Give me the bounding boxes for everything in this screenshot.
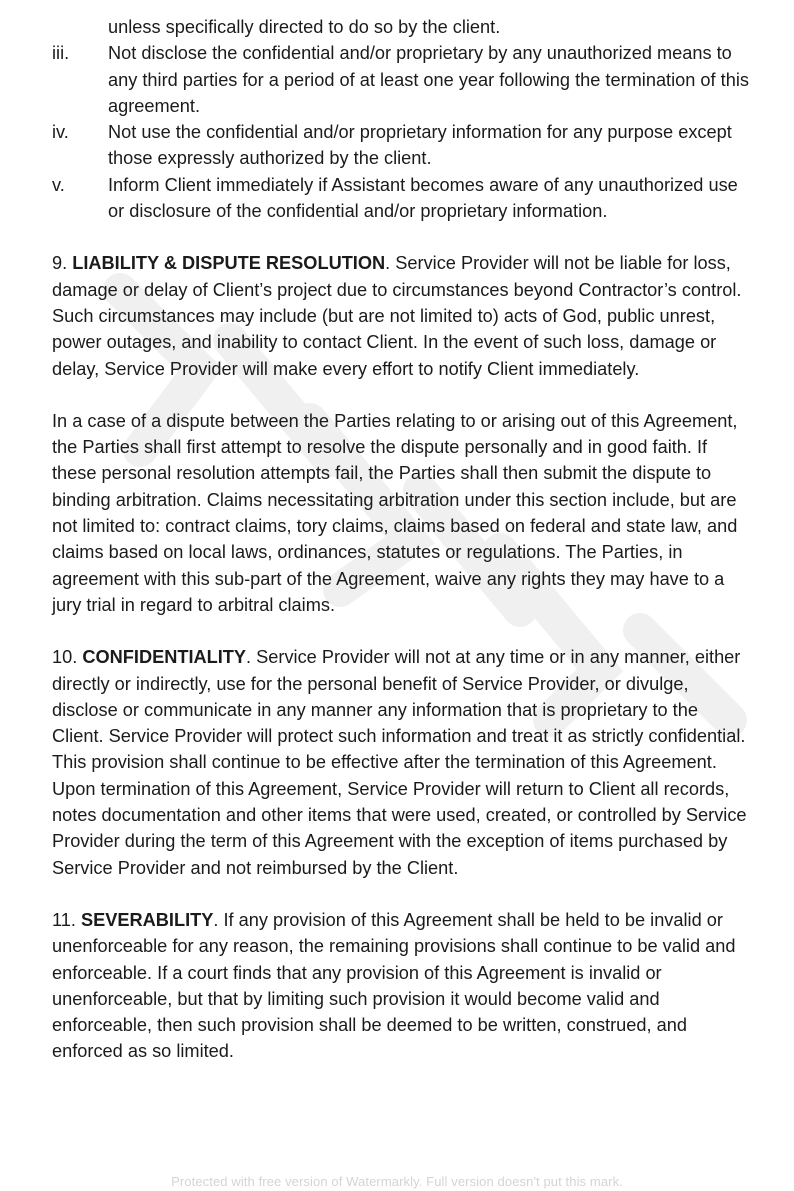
list-item-number: iii. xyxy=(52,43,70,64)
section-11-body: . If any provision of this Agreement shall be held to be invalid or unenforceable for any reason, the remaining provisions shall continue to be valid and enforceable. If a court finds that any provision of this Agreement is invalid or unenforceable, but that by limiting such provision it would become valid and enforceable, then such provision shall be deemed to be written, construed, and enforced as so limited. xyxy=(52,909,736,1062)
section-10-confidentiality xyxy=(52,644,752,881)
list-item xyxy=(52,119,752,172)
section-11-severability xyxy=(52,907,752,1065)
footer-watermark-text: Protected with free version of Watermarkly. Full version doesn't put this mark. xyxy=(171,1174,623,1189)
section-9-heading: LIABILITY & DISPUTE RESOLUTION xyxy=(72,253,386,274)
section-11-number: 11. xyxy=(52,909,76,930)
list-item xyxy=(52,172,752,225)
list-item xyxy=(52,40,752,119)
list-item-text: Not disclose the confidential and/or proprietary by any unauthorized means to any third parties for a period of at least one year following the termination of this agreement. xyxy=(108,43,749,116)
section-9-dispute-paragraph: In a case of a dispute between the Parties relating to or arising out of this Agreement, the Parties shall first attempt to resolve the dispute personally and in good faith. If these personal resolution attempts fail, the Parties shall then submit the dispute to binding arbitration. Claims necessitating arbitration under this section include, but are not limited to: contract claims, tory claims, claims based on federal and state law, and claims based on local laws, ordinances, statutes or regulations. The Parties, in agreement with this sub-part of the Agreement, waive any rights they may have to a jury trial in regard to arbitral claims. xyxy=(52,410,738,615)
section-10-number: 10. xyxy=(52,647,78,668)
section-9-number: 9. xyxy=(52,253,68,274)
section-11-heading: SEVERABILITY xyxy=(81,909,214,930)
document-body xyxy=(52,14,752,1091)
list-item-number: v. xyxy=(52,174,65,195)
list-item-text: Not use the confidential and/or proprietary information for any purpose except those expressly authorized by the client. xyxy=(108,122,732,169)
list-continuation-text: unless specifically directed to do so by the client. xyxy=(108,17,501,37)
confidential-obligations-list xyxy=(52,14,752,224)
section-9-body: . Service Provider will not be liable for loss, damage or delay of Client’s project due to circumstances beyond Contractor’s control. Such circumstances may include (but are not limited to) acts of God, public unrest, power outages, and inability to contact Client. In the event of such loss, damage or delay, Service Provider will make every effort to notify Client immediately. xyxy=(52,253,742,379)
section-9-liability xyxy=(52,250,752,381)
section-10-heading: CONFIDENTIALITY xyxy=(82,647,247,668)
section-10-body: . Service Provider will not at any time or in any manner, either directly or indirectly, use for the personal benefit of Service Provider, or divulge, disclose or communicate in any manner any information that is proprietary to the Client. Service Provider will protect such information and treat it as strictly confidential. This provision shall continue to be effective after the termination of this Agreement. Upon termination of this Agreement, Service Provider will return to Client all records, notes documentation and other items that were used, created, or controlled by Service Provider during the term of this Agreement with the exception of items purchased by Service Provider and not reimbursed by the Client. xyxy=(52,647,747,878)
list-item-text: Inform Client immediately if Assistant becomes aware of any unauthorized use or disclosure of the confidential and/or proprietary information. xyxy=(108,174,738,222)
list-item-number: iv. xyxy=(52,122,69,143)
